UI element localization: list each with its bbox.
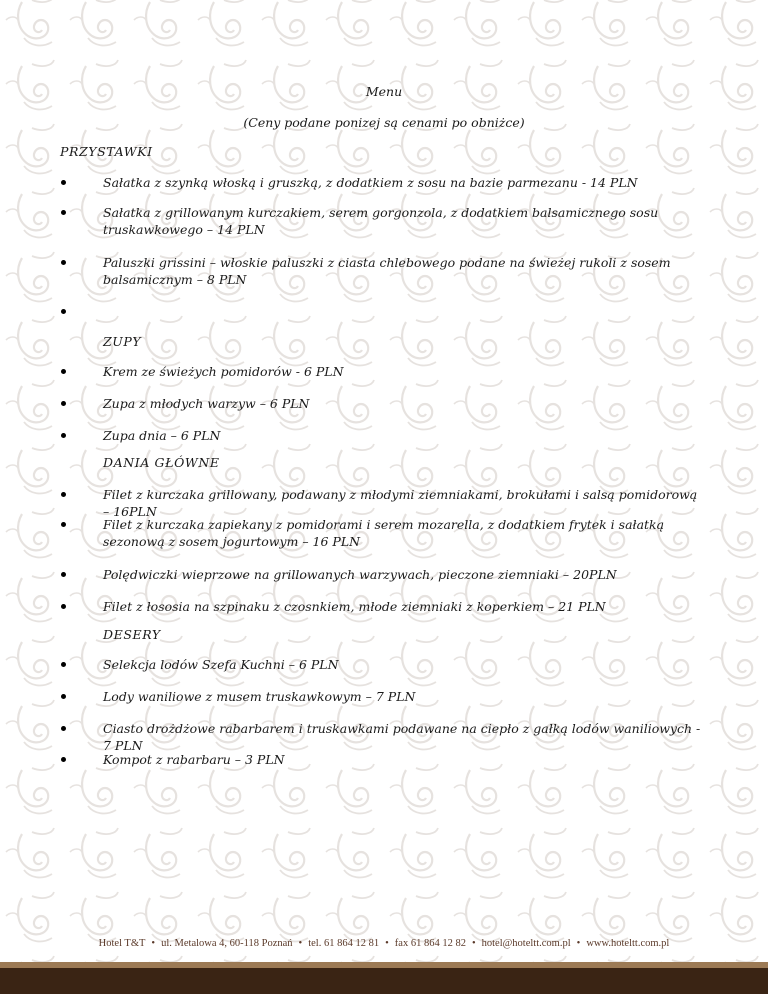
footer-phone: tel. 61 864 12 81	[308, 938, 380, 949]
menu-subtitle: (Ceny podane ponizej są cenami po obniżce)	[243, 115, 525, 130]
bullet	[61, 260, 66, 265]
footer-separator: •	[298, 938, 303, 949]
menu-item	[103, 516, 703, 550]
bullet	[61, 522, 66, 527]
menu-item-text: Sałatka z szynką włoską i gruszką, z dodatkiem z sosu na bazie parmezanu - 14 PLN	[103, 175, 638, 190]
footer-email: hotel@hoteltt.com.pl	[481, 938, 571, 949]
menu-item	[103, 566, 703, 583]
menu-item	[103, 363, 703, 380]
bullet	[61, 210, 66, 215]
menu-item	[103, 174, 703, 191]
menu-item	[103, 751, 703, 768]
menu-item-text: Krem ze świeżych pomidorów - 6 PLN	[103, 364, 344, 379]
menu-item-text: Filet z łososia na szpinaku z czosnkiem, młode ziemniaki z koperkiem – 21 PLN	[103, 599, 606, 614]
bullet	[61, 572, 66, 577]
bullet	[61, 604, 66, 609]
bullet	[61, 180, 66, 185]
bullet	[61, 694, 66, 699]
bullet	[61, 433, 66, 438]
bullet	[61, 401, 66, 406]
menu-item-text: Zupa dnia – 6 PLN	[103, 428, 221, 443]
footer-separator: •	[151, 938, 156, 949]
empty-bullet	[61, 309, 66, 314]
menu-item	[103, 598, 703, 615]
footer-separator: •	[385, 938, 389, 949]
footer-address: ul. Metalowa 4, 60-118 Poznań	[161, 938, 293, 949]
section-heading-desery: DESERY	[103, 627, 161, 642]
menu-item	[103, 204, 703, 238]
menu-item-text: Sałatka z grillowanym kurczakiem, serem gorgonzola, z dodatkiem balsamicznego sosu truskawkowego – 14 PLN	[103, 205, 659, 237]
menu-item	[103, 486, 703, 520]
bullet	[61, 492, 66, 497]
menu-item-text: Kompot z rabarbaru – 3 PLN	[103, 752, 285, 767]
footer-hotel-name: Hotel T&T	[98, 938, 146, 949]
menu-item-text: Selekcja lodów Szefa Kuchni – 6 PLN	[103, 657, 339, 672]
menu-item-text: Ciasto drożdżowe rabarbarem i truskawkami podawane na ciepło z gałką lodów waniliowych - 7 PLN	[103, 721, 701, 753]
menu-item	[103, 427, 703, 444]
section-heading-zupy: ZUPY	[103, 334, 142, 349]
bullet	[61, 757, 66, 762]
footer-contact	[0, 938, 768, 949]
footer-fax: fax 61 864 12 82	[394, 938, 466, 949]
footer-website: www.hoteltt.com.pl	[586, 938, 670, 949]
menu-item	[103, 720, 703, 754]
menu-item-text: Lody waniliowe z musem truskawkowym – 7 PLN	[103, 689, 416, 704]
menu-item-text: Filet z kurczaka grillowany, podawany z młodymi ziemniakami, brokułami i salsą pomidorową – 16PLN	[103, 487, 698, 519]
menu-item-text: Polędwiczki wieprzowe na grillowanych warzywach, pieczone ziemniaki – 20PLN	[103, 567, 617, 582]
menu-item	[103, 656, 703, 673]
section-heading-dania-glowne: DANIA GŁÓWNE	[103, 455, 220, 470]
menu-item	[103, 395, 703, 412]
bullet	[61, 662, 66, 667]
footer-separator: •	[576, 938, 581, 949]
footer-bar-dark	[0, 968, 768, 994]
section-heading-przystawki: PRZYSTAWKI	[60, 144, 153, 159]
menu-item-text: Filet z kurczaka zapiekany z pomidorami i serem mozarella, z dodatkiem frytek i sałatką sezonową z sosem jogurtowym – 16 PLN	[103, 517, 665, 549]
menu-title: Menu	[365, 84, 403, 99]
menu-item	[103, 254, 703, 288]
bullet	[61, 369, 66, 374]
menu-item	[103, 688, 703, 705]
footer-separator: •	[471, 938, 476, 949]
bullet	[61, 726, 66, 731]
menu-item-text: Paluszki grissini – włoskie paluszki z ciasta chlebowego podane na świeżej rukoli z sosem balsamicznym – 8 PLN	[103, 255, 671, 287]
menu-item-text: Zupa z młodych warzyw – 6 PLN	[103, 396, 310, 411]
